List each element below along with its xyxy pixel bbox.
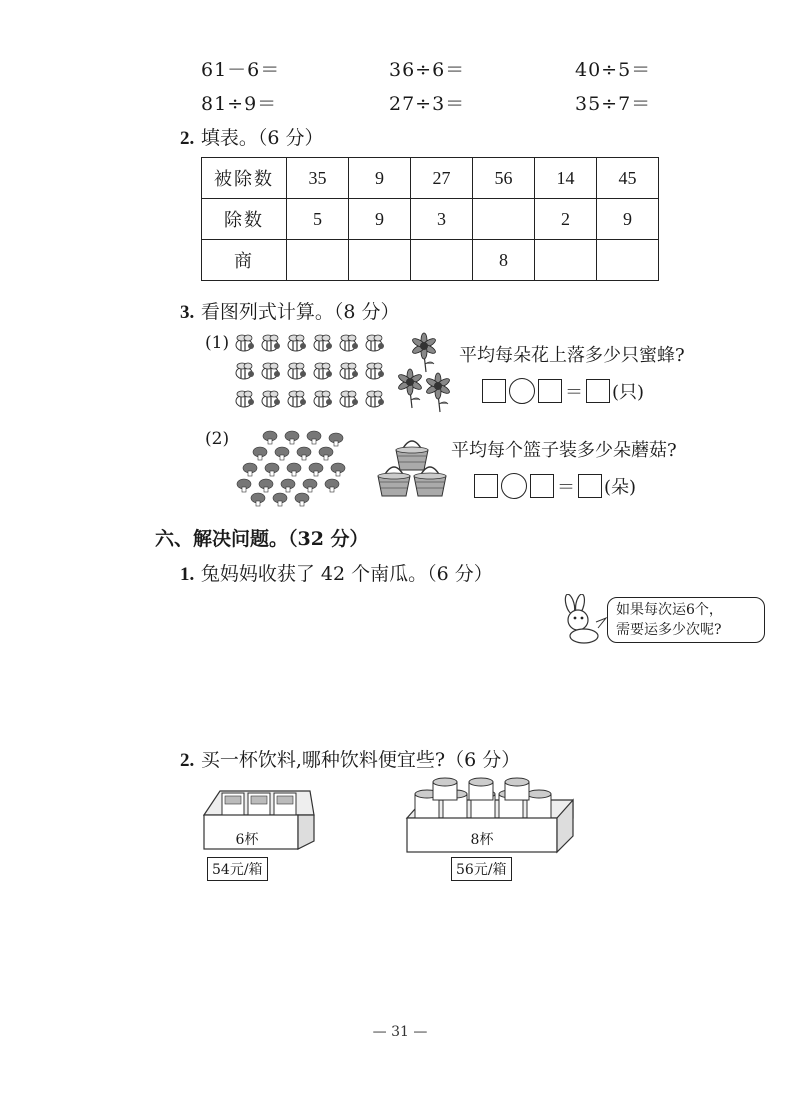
mushroom-icon xyxy=(303,479,317,492)
page-number: — 31 — xyxy=(372,1024,428,1040)
drink-cup-icon xyxy=(527,790,551,820)
bee-icon xyxy=(236,363,254,379)
section6-title: 六、解决问题。（32 分） xyxy=(155,528,369,550)
equation-4: 81÷9＝ xyxy=(201,93,278,115)
flowers-illustration xyxy=(396,330,454,416)
q3-part2-question: 平均每个篮子装多少朵蘑菇? xyxy=(451,440,677,461)
bee-icon xyxy=(288,363,306,379)
table-head: 商 xyxy=(202,240,287,281)
table-row-quotient xyxy=(202,240,659,281)
table-head: 除数 xyxy=(202,199,287,240)
equation-5: 27÷3＝ xyxy=(389,93,466,115)
bee-icon xyxy=(314,363,332,379)
rabbit-icon xyxy=(556,594,610,644)
table-cell: 45 xyxy=(597,158,659,199)
mushroom-icon xyxy=(273,493,287,506)
bee-icon xyxy=(262,363,280,379)
table-cell: 5 xyxy=(287,199,349,240)
answer-box[interactable] xyxy=(474,474,498,498)
bee-icon xyxy=(340,391,358,407)
answer-box[interactable] xyxy=(530,474,554,498)
table-cell: 35 xyxy=(287,158,349,199)
q2-heading xyxy=(180,123,324,150)
q3-part1-question: 平均每朵花上落多少只蜜蜂? xyxy=(459,345,685,366)
table-cell xyxy=(535,240,597,281)
equation-2: 36÷6＝ xyxy=(389,59,466,81)
table-cell: 56 xyxy=(473,158,535,199)
equation-3: 40÷5＝ xyxy=(575,59,652,81)
mushroom-icon xyxy=(325,479,339,492)
basket-icon xyxy=(414,467,446,496)
bee-icon xyxy=(314,391,332,407)
basket-icon xyxy=(378,467,410,496)
q3-part1-answer-row xyxy=(482,378,644,404)
table-cell: 9 xyxy=(349,199,411,240)
equals-sign: ＝ xyxy=(557,477,575,498)
q3-title: 看图列式计算。（8 分） xyxy=(200,301,400,323)
table-cell xyxy=(597,240,659,281)
mushroom-icon xyxy=(331,463,345,476)
q3-number: 3. xyxy=(180,302,195,323)
mushroom-icon xyxy=(275,447,289,460)
equals-sign: ＝ xyxy=(565,382,583,403)
bee-icon xyxy=(366,363,384,379)
equation-6: 35÷7＝ xyxy=(575,93,652,115)
table-cell: 3 xyxy=(411,199,473,240)
table-cell xyxy=(473,199,535,240)
mushroom-icon xyxy=(253,447,267,460)
speech-bubble xyxy=(607,597,765,643)
drink-cup-icon xyxy=(433,778,457,800)
answer-box[interactable] xyxy=(482,379,506,403)
mushroom-icon xyxy=(259,479,273,492)
s6-p2-title: 买一杯饮料,哪种饮料便宜些?（6 分） xyxy=(200,749,521,771)
mushroom-icon xyxy=(297,447,311,460)
answer-box[interactable] xyxy=(578,474,602,498)
table-row-dividend xyxy=(202,158,659,199)
unit-label: (朵) xyxy=(604,477,637,498)
drink-carton-icon xyxy=(274,793,296,815)
table-cell: 8 xyxy=(473,240,535,281)
table-cell: 2 xyxy=(535,199,597,240)
mushroom-icon xyxy=(265,463,279,476)
mushroom-icon xyxy=(295,493,309,506)
unit-label: (只) xyxy=(612,382,645,403)
mushroom-icon xyxy=(285,431,299,444)
drink-cup-icon xyxy=(469,778,493,800)
table-cell: 27 xyxy=(411,158,473,199)
table-cell xyxy=(411,240,473,281)
bee-icon xyxy=(314,335,332,351)
bee-icon xyxy=(262,335,280,351)
s6-p1-title: 兔妈妈收获了 42 个南瓜。（6 分） xyxy=(200,563,493,585)
bubble-line-1: 如果每次运6个， xyxy=(616,602,723,618)
flower-icon xyxy=(411,333,437,372)
mushroom-icon xyxy=(237,479,251,492)
bee-icon xyxy=(340,363,358,379)
table-cell xyxy=(349,240,411,281)
mushroom-icon xyxy=(309,463,323,476)
mushroom-icon xyxy=(281,479,295,492)
division-table xyxy=(201,157,659,281)
table-cell: 9 xyxy=(349,158,411,199)
flower-icon xyxy=(397,369,423,408)
q3-part1-label: (1) xyxy=(205,333,230,353)
bee-icon xyxy=(288,391,306,407)
q3-part2-answer-row xyxy=(474,473,636,499)
bee-icon xyxy=(236,391,254,407)
mushroom-icon xyxy=(251,493,265,506)
mushroom-icon xyxy=(243,463,257,476)
operator-circle[interactable] xyxy=(509,378,535,404)
bee-icon xyxy=(236,335,254,351)
mushroom-icon xyxy=(329,433,343,446)
baskets-illustration xyxy=(376,436,448,502)
left-price-tag: 54元/箱 xyxy=(207,857,268,881)
bee-icon xyxy=(366,335,384,351)
drink-cup-icon xyxy=(505,778,529,800)
q2-number: 2. xyxy=(180,128,195,149)
bees-illustration xyxy=(232,331,392,415)
mushroom-icon xyxy=(307,431,321,444)
q2-title: 填表。（6 分） xyxy=(200,127,324,149)
mushroom-icon xyxy=(287,463,301,476)
s6-p1-number: 1. xyxy=(180,564,195,585)
right-crate-label: 8杯 xyxy=(470,832,494,848)
table-cell xyxy=(287,240,349,281)
mushroom-icon xyxy=(263,431,277,444)
bee-icon xyxy=(288,335,306,351)
drink-carton-icon xyxy=(248,793,270,815)
operator-circle[interactable] xyxy=(501,473,527,499)
drink-carton-icon xyxy=(222,793,244,815)
mushroom-icon xyxy=(319,447,333,460)
bee-icon xyxy=(340,335,358,351)
left-crate-label: 6杯 xyxy=(235,832,259,848)
s6-p2-number: 2. xyxy=(180,750,195,771)
s6-p2-heading xyxy=(180,745,520,772)
bubble-line-2: 需要运多少次呢? xyxy=(616,622,722,638)
equation-1: 61－6＝ xyxy=(201,59,281,81)
table-cell: 14 xyxy=(535,158,597,199)
bee-icon xyxy=(366,391,384,407)
s6-p1-heading xyxy=(180,559,493,586)
mushrooms-illustration xyxy=(232,428,352,508)
answer-box[interactable] xyxy=(538,379,562,403)
q3-part2-label: (2) xyxy=(205,429,230,449)
basket-icon xyxy=(396,441,428,470)
flower-icon xyxy=(425,373,451,412)
q3-heading xyxy=(180,297,400,324)
table-head: 被除数 xyxy=(202,158,287,199)
table-cell: 9 xyxy=(597,199,659,240)
right-price-tag: 56元/箱 xyxy=(451,857,512,881)
table-row-divisor xyxy=(202,199,659,240)
answer-box[interactable] xyxy=(586,379,610,403)
bee-icon xyxy=(262,391,280,407)
